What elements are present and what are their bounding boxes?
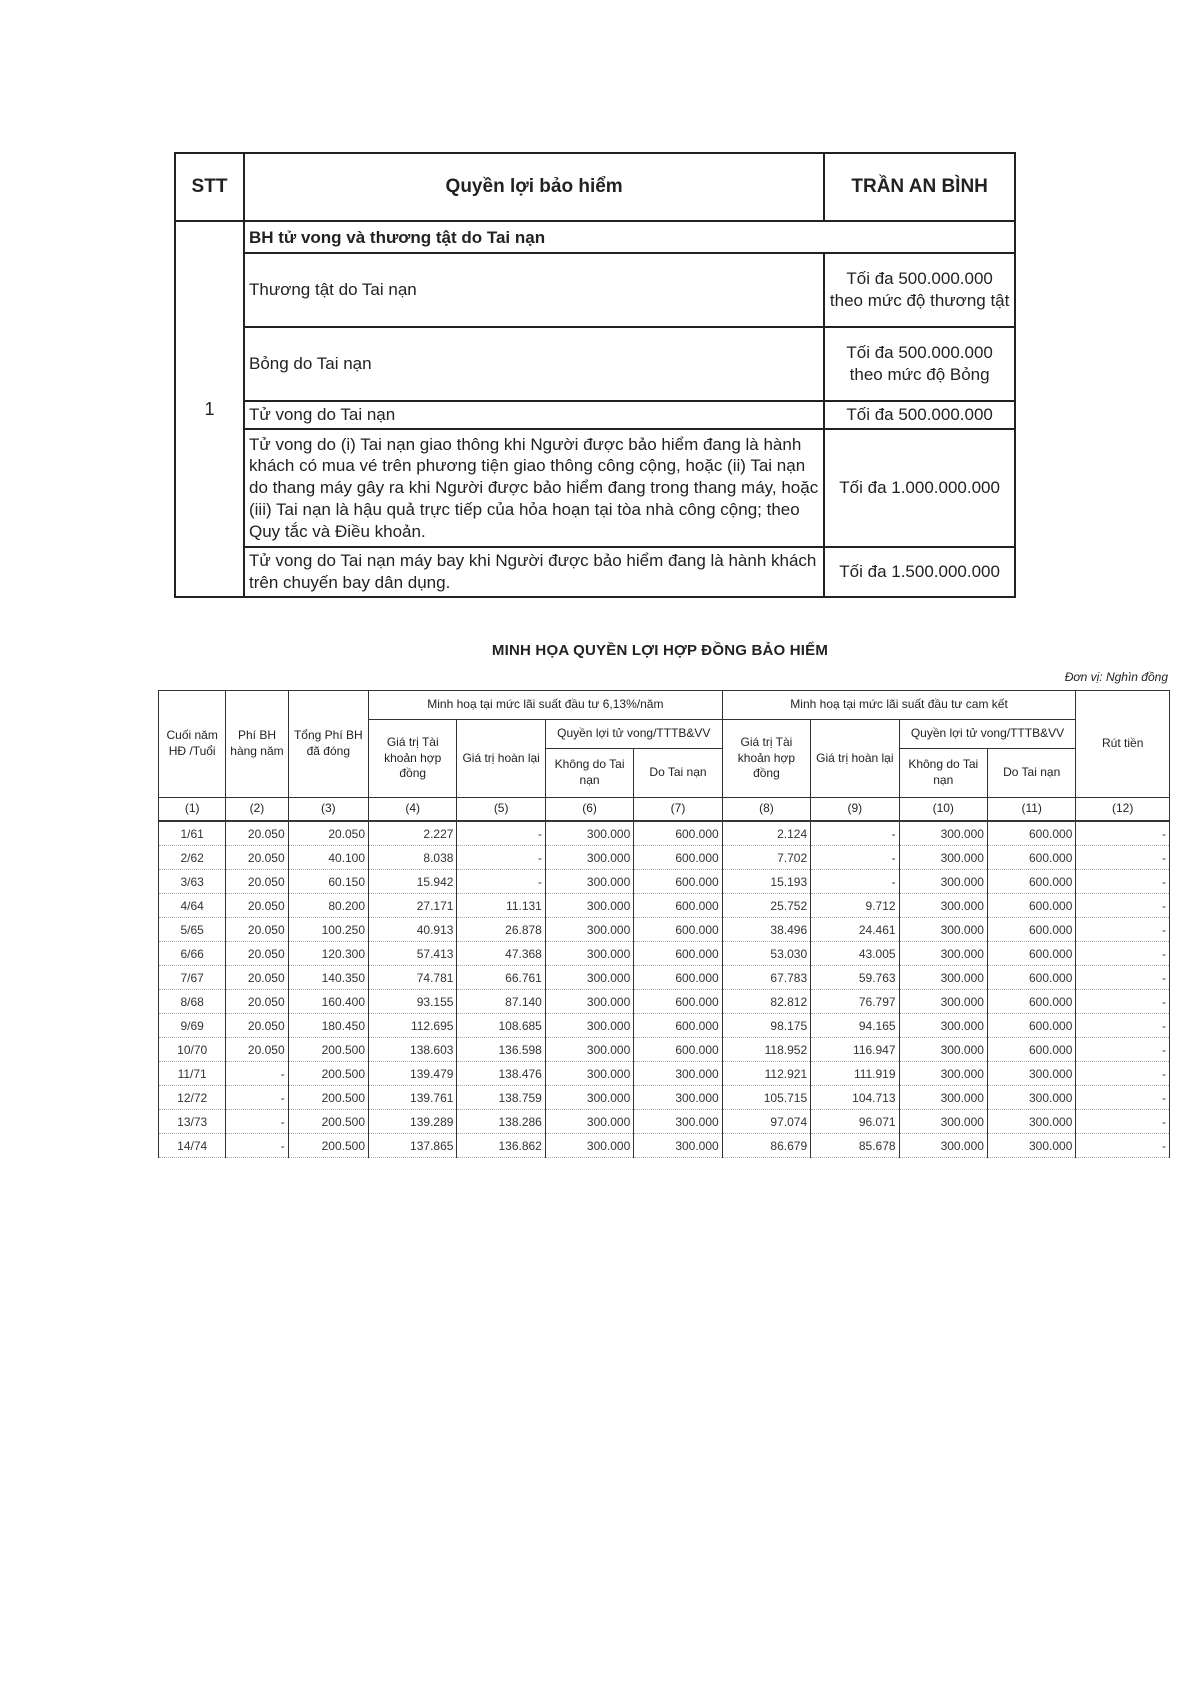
table-cell: 600.000 [987, 870, 1075, 894]
table-cell: 112.921 [722, 1062, 810, 1086]
table-cell: 300.000 [899, 894, 987, 918]
table-cell: 300.000 [545, 1134, 633, 1158]
table-cell: 1/61 [159, 821, 226, 846]
column-number: (5) [457, 798, 545, 822]
table-cell: 43.005 [811, 942, 899, 966]
benefit-label: Bỏng do Tai nạn [244, 327, 824, 401]
table-cell: 600.000 [987, 1038, 1075, 1062]
table-cell: - [1076, 1062, 1170, 1086]
table-cell: 20.050 [226, 870, 288, 894]
table-cell: - [1076, 1038, 1170, 1062]
column-number-row [159, 798, 1170, 822]
table-cell: 25.752 [722, 894, 810, 918]
table-cell: 300.000 [987, 1086, 1075, 1110]
table-cell: 138.476 [457, 1062, 545, 1086]
table-cell: 15.193 [722, 870, 810, 894]
table-cell: - [1076, 918, 1170, 942]
table-cell: 40.100 [288, 846, 368, 870]
benefit-label: Tử vong do (i) Tai nạn giao thông khi Người được bảo hiểm đang là hành khách có mua vé trên phương tiện giao thông công cộng, hoặc (ii) Tai nạn do thang máy gây ra khi Người được bảo hiểm đang trong thang máy, hoặc (iii) Tai nạn là hậu quả trực tiếp của hỏa hoạn tại tòa nhà công cộng; theo Quy tắc và Điều khoản. [244, 429, 824, 547]
table-cell: 600.000 [987, 990, 1075, 1014]
table-cell: 300.000 [545, 942, 633, 966]
table-cell: - [811, 821, 899, 846]
total-premium-header: Tổng Phí BH đã đóng [288, 691, 368, 798]
table-cell: 300.000 [899, 870, 987, 894]
table-cell: 300.000 [987, 1062, 1075, 1086]
accident-header: Do Tai nạn [987, 749, 1075, 798]
table-cell: 26.878 [457, 918, 545, 942]
table-cell: 27.171 [369, 894, 457, 918]
illustration-body [159, 821, 1170, 1158]
table-cell: 136.598 [457, 1038, 545, 1062]
table-cell: 20.050 [226, 821, 288, 846]
annual-premium-header: Phí BH hàng năm [226, 691, 288, 798]
table-cell: - [1076, 821, 1170, 846]
table-cell: 600.000 [987, 894, 1075, 918]
table-row [159, 966, 1170, 990]
table-cell: 600.000 [634, 1038, 722, 1062]
table-cell: 47.368 [457, 942, 545, 966]
table-cell: 74.781 [369, 966, 457, 990]
stt-cell: 1 [175, 221, 244, 597]
table-cell: 116.947 [811, 1038, 899, 1062]
table-cell: 139.761 [369, 1086, 457, 1110]
table-cell: 140.350 [288, 966, 368, 990]
table-cell: 138.603 [369, 1038, 457, 1062]
table-cell: 600.000 [634, 894, 722, 918]
table-cell: - [1076, 966, 1170, 990]
table-cell: 80.200 [288, 894, 368, 918]
section-title-spacer [824, 221, 1015, 253]
column-number: (6) [545, 798, 633, 822]
table-cell: 9.712 [811, 894, 899, 918]
table-cell: 300.000 [899, 990, 987, 1014]
table-cell: 60.150 [288, 870, 368, 894]
table-cell: 20.050 [226, 1014, 288, 1038]
table-cell: 97.074 [722, 1110, 810, 1134]
benefits-header-row [175, 153, 1015, 221]
table-cell: 300.000 [899, 821, 987, 846]
table-cell: 600.000 [634, 918, 722, 942]
table-cell: 20.050 [226, 894, 288, 918]
benefit-row [175, 547, 1015, 597]
table-cell: - [811, 870, 899, 894]
table-row [159, 870, 1170, 894]
table-cell: 53.030 [722, 942, 810, 966]
table-row [159, 1134, 1170, 1158]
table-cell: 10/70 [159, 1038, 226, 1062]
table-cell: 86.679 [722, 1134, 810, 1158]
not-accident-header: Không do Tai nạn [899, 749, 987, 798]
table-cell: 67.783 [722, 966, 810, 990]
table-cell: 600.000 [634, 942, 722, 966]
table-row [159, 894, 1170, 918]
table-cell: - [1076, 1134, 1170, 1158]
table-cell: 5/65 [159, 918, 226, 942]
table-cell: - [1076, 846, 1170, 870]
table-cell: 40.913 [369, 918, 457, 942]
account-value-header: Giá trị Tài khoản hợp đồng [722, 720, 810, 798]
table-cell: - [226, 1110, 288, 1134]
not-accident-header: Không do Tai nạn [545, 749, 633, 798]
table-cell: - [1076, 894, 1170, 918]
table-cell: - [457, 821, 545, 846]
table-cell: 108.685 [457, 1014, 545, 1038]
table-cell: 8.038 [369, 846, 457, 870]
table-cell: 200.500 [288, 1038, 368, 1062]
table-cell: 300.000 [545, 1038, 633, 1062]
table-cell: 300.000 [545, 990, 633, 1014]
table-cell: 4/64 [159, 894, 226, 918]
table-cell: 200.500 [288, 1110, 368, 1134]
table-cell: 600.000 [987, 966, 1075, 990]
group-header-guaranteed: Minh hoạ tại mức lãi suất đầu tư cam kết [722, 691, 1076, 720]
table-cell: 20.050 [226, 1038, 288, 1062]
benefit-value: Tối đa 500.000.000 [824, 401, 1015, 429]
column-number: (1) [159, 798, 226, 822]
benefit-row [175, 253, 1015, 327]
table-cell: - [1076, 1110, 1170, 1134]
death-benefit-header: Quyền lợi tử vong/TTTB&VV [899, 720, 1076, 749]
stt-header: STT [175, 153, 244, 221]
table-cell: 600.000 [987, 846, 1075, 870]
table-cell: 200.500 [288, 1086, 368, 1110]
table-row [159, 1038, 1170, 1062]
table-cell: 300.000 [987, 1134, 1075, 1158]
table-cell: 11.131 [457, 894, 545, 918]
section-title: BH tử vong và thương tật do Tai nạn [244, 221, 824, 253]
table-cell: 300.000 [545, 1014, 633, 1038]
table-cell: 11/71 [159, 1062, 226, 1086]
table-cell: 85.678 [811, 1134, 899, 1158]
table-cell: - [226, 1086, 288, 1110]
table-cell: - [1076, 1086, 1170, 1110]
column-number: (12) [1076, 798, 1170, 822]
illustration-title: MINH HỌA QUYỀN LỢI HỢP ĐỒNG BẢO HIỂM [491, 642, 829, 659]
account-value-header: Giá trị Tài khoản hợp đồng [369, 720, 457, 798]
table-cell: - [457, 870, 545, 894]
table-cell: 600.000 [987, 821, 1075, 846]
column-number: (3) [288, 798, 368, 822]
table-row [159, 918, 1170, 942]
table-cell: 20.050 [226, 918, 288, 942]
benefits-table [174, 152, 1016, 598]
table-cell: 600.000 [987, 942, 1075, 966]
table-row [159, 990, 1170, 1014]
table-cell: 118.952 [722, 1038, 810, 1062]
benefit-label: Tử vong do Tai nạn máy bay khi Người được bảo hiểm đang là hành khách trên chuyến bay dân dụng. [244, 547, 824, 597]
table-cell: 300.000 [899, 942, 987, 966]
table-row [159, 1086, 1170, 1110]
table-cell: - [1076, 942, 1170, 966]
table-cell: 20.050 [288, 821, 368, 846]
table-cell: 300.000 [545, 1110, 633, 1134]
table-cell: 138.286 [457, 1110, 545, 1134]
table-cell: 300.000 [899, 846, 987, 870]
table-cell: 300.000 [545, 821, 633, 846]
table-cell: 300.000 [545, 966, 633, 990]
table-cell: 112.695 [369, 1014, 457, 1038]
table-cell: 15.942 [369, 870, 457, 894]
table-cell: 2.124 [722, 821, 810, 846]
column-number: (11) [987, 798, 1075, 822]
table-cell: 94.165 [811, 1014, 899, 1038]
benefit-value: Tối đa 500.000.000 theo mức độ Bỏng [824, 327, 1015, 401]
table-cell: 76.797 [811, 990, 899, 1014]
table-cell: 105.715 [722, 1086, 810, 1110]
table-cell: 137.865 [369, 1134, 457, 1158]
table-cell: 300.000 [634, 1134, 722, 1158]
column-number: (4) [369, 798, 457, 822]
table-cell: 59.763 [811, 966, 899, 990]
table-cell: 136.862 [457, 1134, 545, 1158]
table-cell: 2/62 [159, 846, 226, 870]
table-cell: 120.300 [288, 942, 368, 966]
table-cell: - [811, 846, 899, 870]
table-cell: 300.000 [545, 870, 633, 894]
table-cell: 96.071 [811, 1110, 899, 1134]
table-cell: 300.000 [545, 1062, 633, 1086]
table-cell: 111.919 [811, 1062, 899, 1086]
table-cell: 300.000 [899, 1038, 987, 1062]
table-cell: 300.000 [634, 1086, 722, 1110]
table-cell: 3/63 [159, 870, 226, 894]
table-cell: - [1076, 1014, 1170, 1038]
table-cell: 12/72 [159, 1086, 226, 1110]
table-cell: 600.000 [634, 870, 722, 894]
table-cell: 600.000 [987, 918, 1075, 942]
table-cell: 200.500 [288, 1134, 368, 1158]
table-cell: 20.050 [226, 846, 288, 870]
table-cell: 14/74 [159, 1134, 226, 1158]
table-cell: 24.461 [811, 918, 899, 942]
surrender-value-header: Giá trị hoàn lại [811, 720, 899, 798]
table-cell: 600.000 [634, 1014, 722, 1038]
table-cell: 38.496 [722, 918, 810, 942]
column-number: (2) [226, 798, 288, 822]
table-row [159, 1062, 1170, 1086]
table-cell: - [457, 846, 545, 870]
benefit-row [175, 429, 1015, 547]
table-cell: 300.000 [545, 1086, 633, 1110]
table-cell: 300.000 [545, 894, 633, 918]
table-cell: 2.227 [369, 821, 457, 846]
table-cell: 300.000 [899, 918, 987, 942]
unit-note: Đơn vị: Nghìn đồng [1064, 670, 1168, 684]
table-cell: 104.713 [811, 1086, 899, 1110]
table-cell: 300.000 [987, 1110, 1075, 1134]
benefit-value: Tối đa 1.500.000.000 [824, 547, 1015, 597]
table-cell: 600.000 [634, 846, 722, 870]
table-cell: 600.000 [634, 990, 722, 1014]
illustration-header-row [159, 691, 1170, 720]
table-cell: 100.250 [288, 918, 368, 942]
table-cell: 300.000 [634, 1062, 722, 1086]
table-cell: 87.140 [457, 990, 545, 1014]
table-cell: - [226, 1134, 288, 1158]
benefit-row [175, 401, 1015, 429]
accident-header: Do Tai nạn [634, 749, 722, 798]
illustration-table [158, 690, 1170, 1158]
table-cell: - [226, 1062, 288, 1086]
table-cell: - [1076, 990, 1170, 1014]
table-cell: 300.000 [634, 1110, 722, 1134]
year-age-header: Cuối năm HĐ /Tuổi [159, 691, 226, 798]
surrender-value-header: Giá trị hoàn lại [457, 720, 545, 798]
benefit-header: Quyền lợi bảo hiểm [244, 153, 824, 221]
table-row [159, 821, 1170, 846]
table-cell: 8/68 [159, 990, 226, 1014]
benefit-row [175, 327, 1015, 401]
table-cell: 98.175 [722, 1014, 810, 1038]
table-cell: 7.702 [722, 846, 810, 870]
table-cell: 300.000 [899, 1134, 987, 1158]
table-cell: 139.479 [369, 1062, 457, 1086]
table-cell: 57.413 [369, 942, 457, 966]
table-cell: 20.050 [226, 942, 288, 966]
table-cell: 9/69 [159, 1014, 226, 1038]
table-cell: 300.000 [899, 966, 987, 990]
group-header-rate: Minh hoạ tại mức lãi suất đầu tư 6,13%/năm [369, 691, 723, 720]
table-row [159, 846, 1170, 870]
table-cell: 300.000 [545, 918, 633, 942]
table-cell: 180.450 [288, 1014, 368, 1038]
column-number: (8) [722, 798, 810, 822]
column-number: (10) [899, 798, 987, 822]
table-row [159, 1110, 1170, 1134]
table-cell: 13/73 [159, 1110, 226, 1134]
table-cell: 20.050 [226, 966, 288, 990]
benefit-value: Tối đa 1.000.000.000 [824, 429, 1015, 547]
table-cell: 300.000 [899, 1110, 987, 1134]
table-cell: 160.400 [288, 990, 368, 1014]
table-cell: 300.000 [899, 1062, 987, 1086]
benefit-label: Thương tật do Tai nạn [244, 253, 824, 327]
table-cell: 300.000 [899, 1014, 987, 1038]
insured-name-header: TRẦN AN BÌNH [824, 153, 1015, 221]
table-row [159, 942, 1170, 966]
table-cell: 300.000 [545, 846, 633, 870]
table-cell: 600.000 [987, 1014, 1075, 1038]
table-cell: 66.761 [457, 966, 545, 990]
table-cell: 20.050 [226, 990, 288, 1014]
table-cell: 93.155 [369, 990, 457, 1014]
table-cell: 139.289 [369, 1110, 457, 1134]
death-benefit-header: Quyền lợi tử vong/TTTB&VV [545, 720, 722, 749]
table-cell: 600.000 [634, 966, 722, 990]
table-cell: 138.759 [457, 1086, 545, 1110]
table-cell: 7/67 [159, 966, 226, 990]
column-number: (9) [811, 798, 899, 822]
benefit-label: Tử vong do Tai nạn [244, 401, 824, 429]
table-cell: - [1076, 870, 1170, 894]
column-number: (7) [634, 798, 722, 822]
table-row [159, 1014, 1170, 1038]
section-row [175, 221, 1015, 253]
withdraw-header: Rút tiền [1076, 691, 1170, 798]
table-cell: 600.000 [634, 821, 722, 846]
table-cell: 82.812 [722, 990, 810, 1014]
benefit-value: Tối đa 500.000.000 theo mức độ thương tật [824, 253, 1015, 327]
table-cell: 300.000 [899, 1086, 987, 1110]
table-cell: 200.500 [288, 1062, 368, 1086]
table-cell: 6/66 [159, 942, 226, 966]
